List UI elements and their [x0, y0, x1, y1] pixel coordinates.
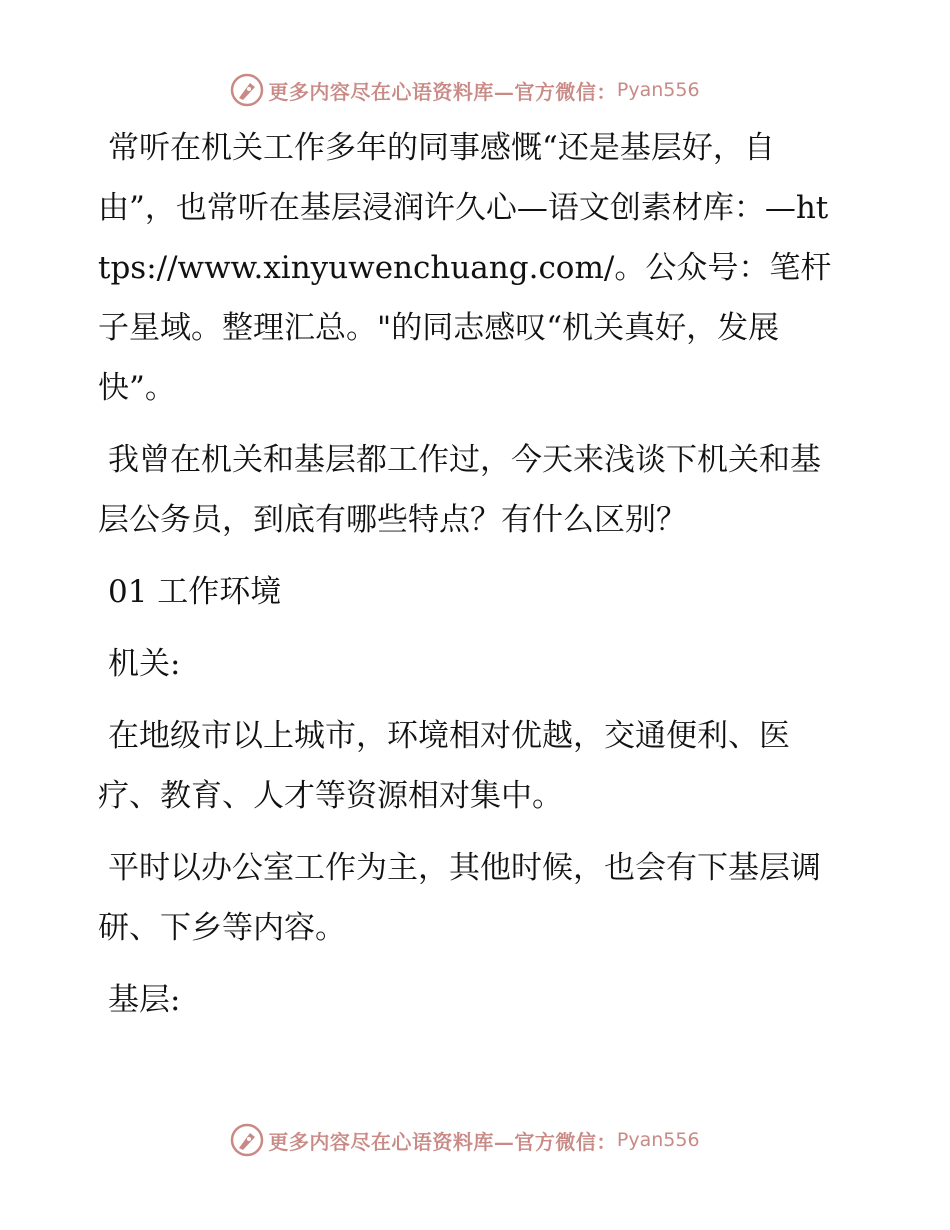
paragraph: 我曾在机关和基层都工作过，今天来浅谈下机关和基层公务员，到底有哪些特点？有什么区别？	[98, 442, 821, 538]
document-body	[98, 118, 838, 1042]
header-banner	[0, 72, 950, 108]
paragraph: 平时以办公室工作为主，其他时候，也会有下基层调研、下乡等内容。	[98, 850, 821, 946]
banner-wechat-id: Pyan556	[616, 79, 700, 101]
footer-banner	[0, 1122, 950, 1158]
pen-nib-logo-icon	[230, 73, 264, 107]
paragraph: 在地级市以上城市，环境相对优越，交通便利、医疗、教育、人才等资源相对集中。	[98, 718, 790, 814]
banner-text: 更多内容尽在心语资料库—官方微信：	[268, 79, 617, 104]
banner-wechat-id: Pyan556	[616, 1129, 700, 1151]
subheading: 机关:	[108, 646, 181, 682]
pen-nib-logo-icon	[230, 1123, 264, 1157]
subheading: 基层:	[108, 982, 181, 1018]
section-heading: 01 工作环境	[108, 574, 282, 610]
paragraph: 常听在机关工作多年的同事感慨“还是基层好，自由”，也常听在基层浸润许久心—语文创素材库：—https://www.xinyuwenchuang.com/。公众号：笔杆子星域。整理汇总。"的同志感叹“机关真好，发展快”。	[98, 130, 832, 406]
banner-text: 更多内容尽在心语资料库—官方微信：	[268, 1129, 617, 1154]
